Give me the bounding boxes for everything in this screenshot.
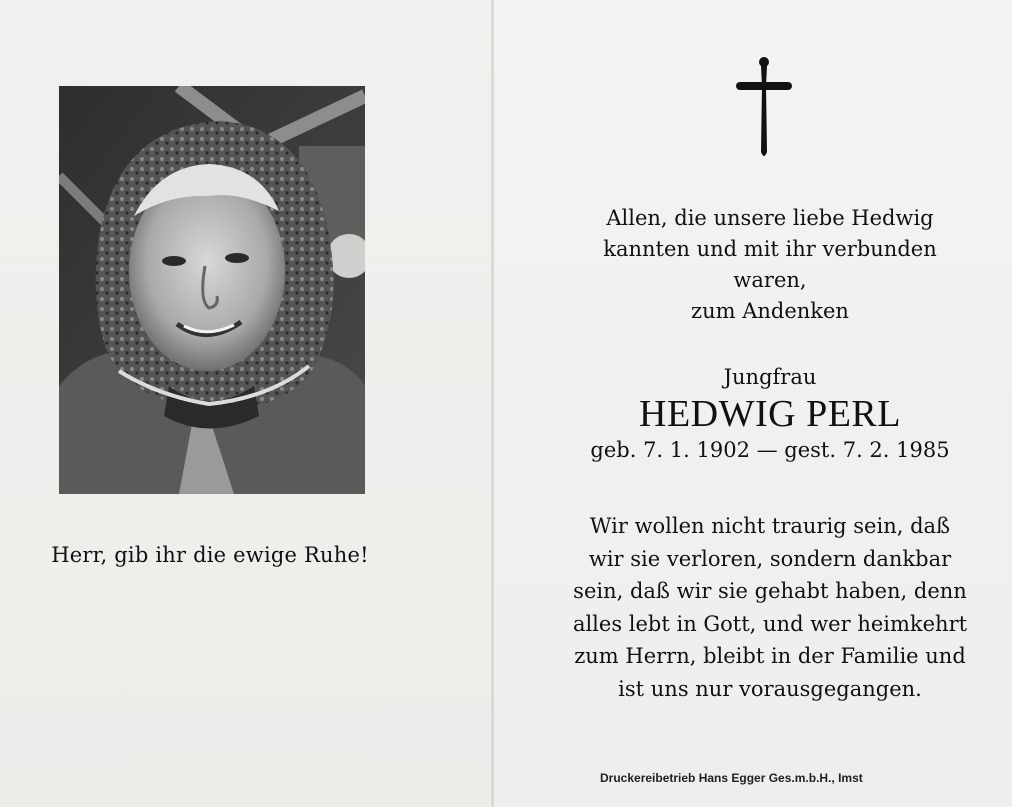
- dedication-line: kannten und mit ihr verbunden: [603, 237, 937, 261]
- dedication-line: Allen, die unsere liebe Hedwig: [606, 206, 934, 230]
- dedication-line: zum Andenken: [691, 299, 849, 323]
- verse-line: Wir wollen nicht traurig sein, daß: [589, 514, 951, 538]
- printer-imprint: Druckereibetrieb Hans Egger Ges.m.b.H., Imst: [600, 771, 863, 785]
- title-word: Jungfrau: [723, 365, 817, 389]
- verse-line: wir sie verloren, sondern dankbar: [588, 546, 952, 571]
- portrait-photo: [59, 86, 365, 494]
- latin-cross-icon: [735, 56, 793, 160]
- dedication-line: waren,: [733, 268, 807, 292]
- left-page: [0, 0, 492, 807]
- deceased-name: HEDWIG PERL: [639, 393, 901, 435]
- verse-line: zum Herrn, bleibt in der Familie und: [574, 644, 966, 668]
- verse-line: sein, daß wir sie gehabt haben, denn: [573, 579, 967, 603]
- memorial-verse: [520, 510, 1012, 705]
- verse-line: ist uns nur vorausgegangen.: [618, 676, 922, 701]
- life-dates: geb. 7. 1. 1902 — gest. 7. 2. 1985: [590, 438, 950, 462]
- dedication-text: [520, 203, 1012, 327]
- prayer-caption: Herr, gib ihr die ewige Ruhe!: [51, 543, 369, 567]
- verse-line: alles lebt in Gott, und wer heimkehrt: [572, 611, 968, 636]
